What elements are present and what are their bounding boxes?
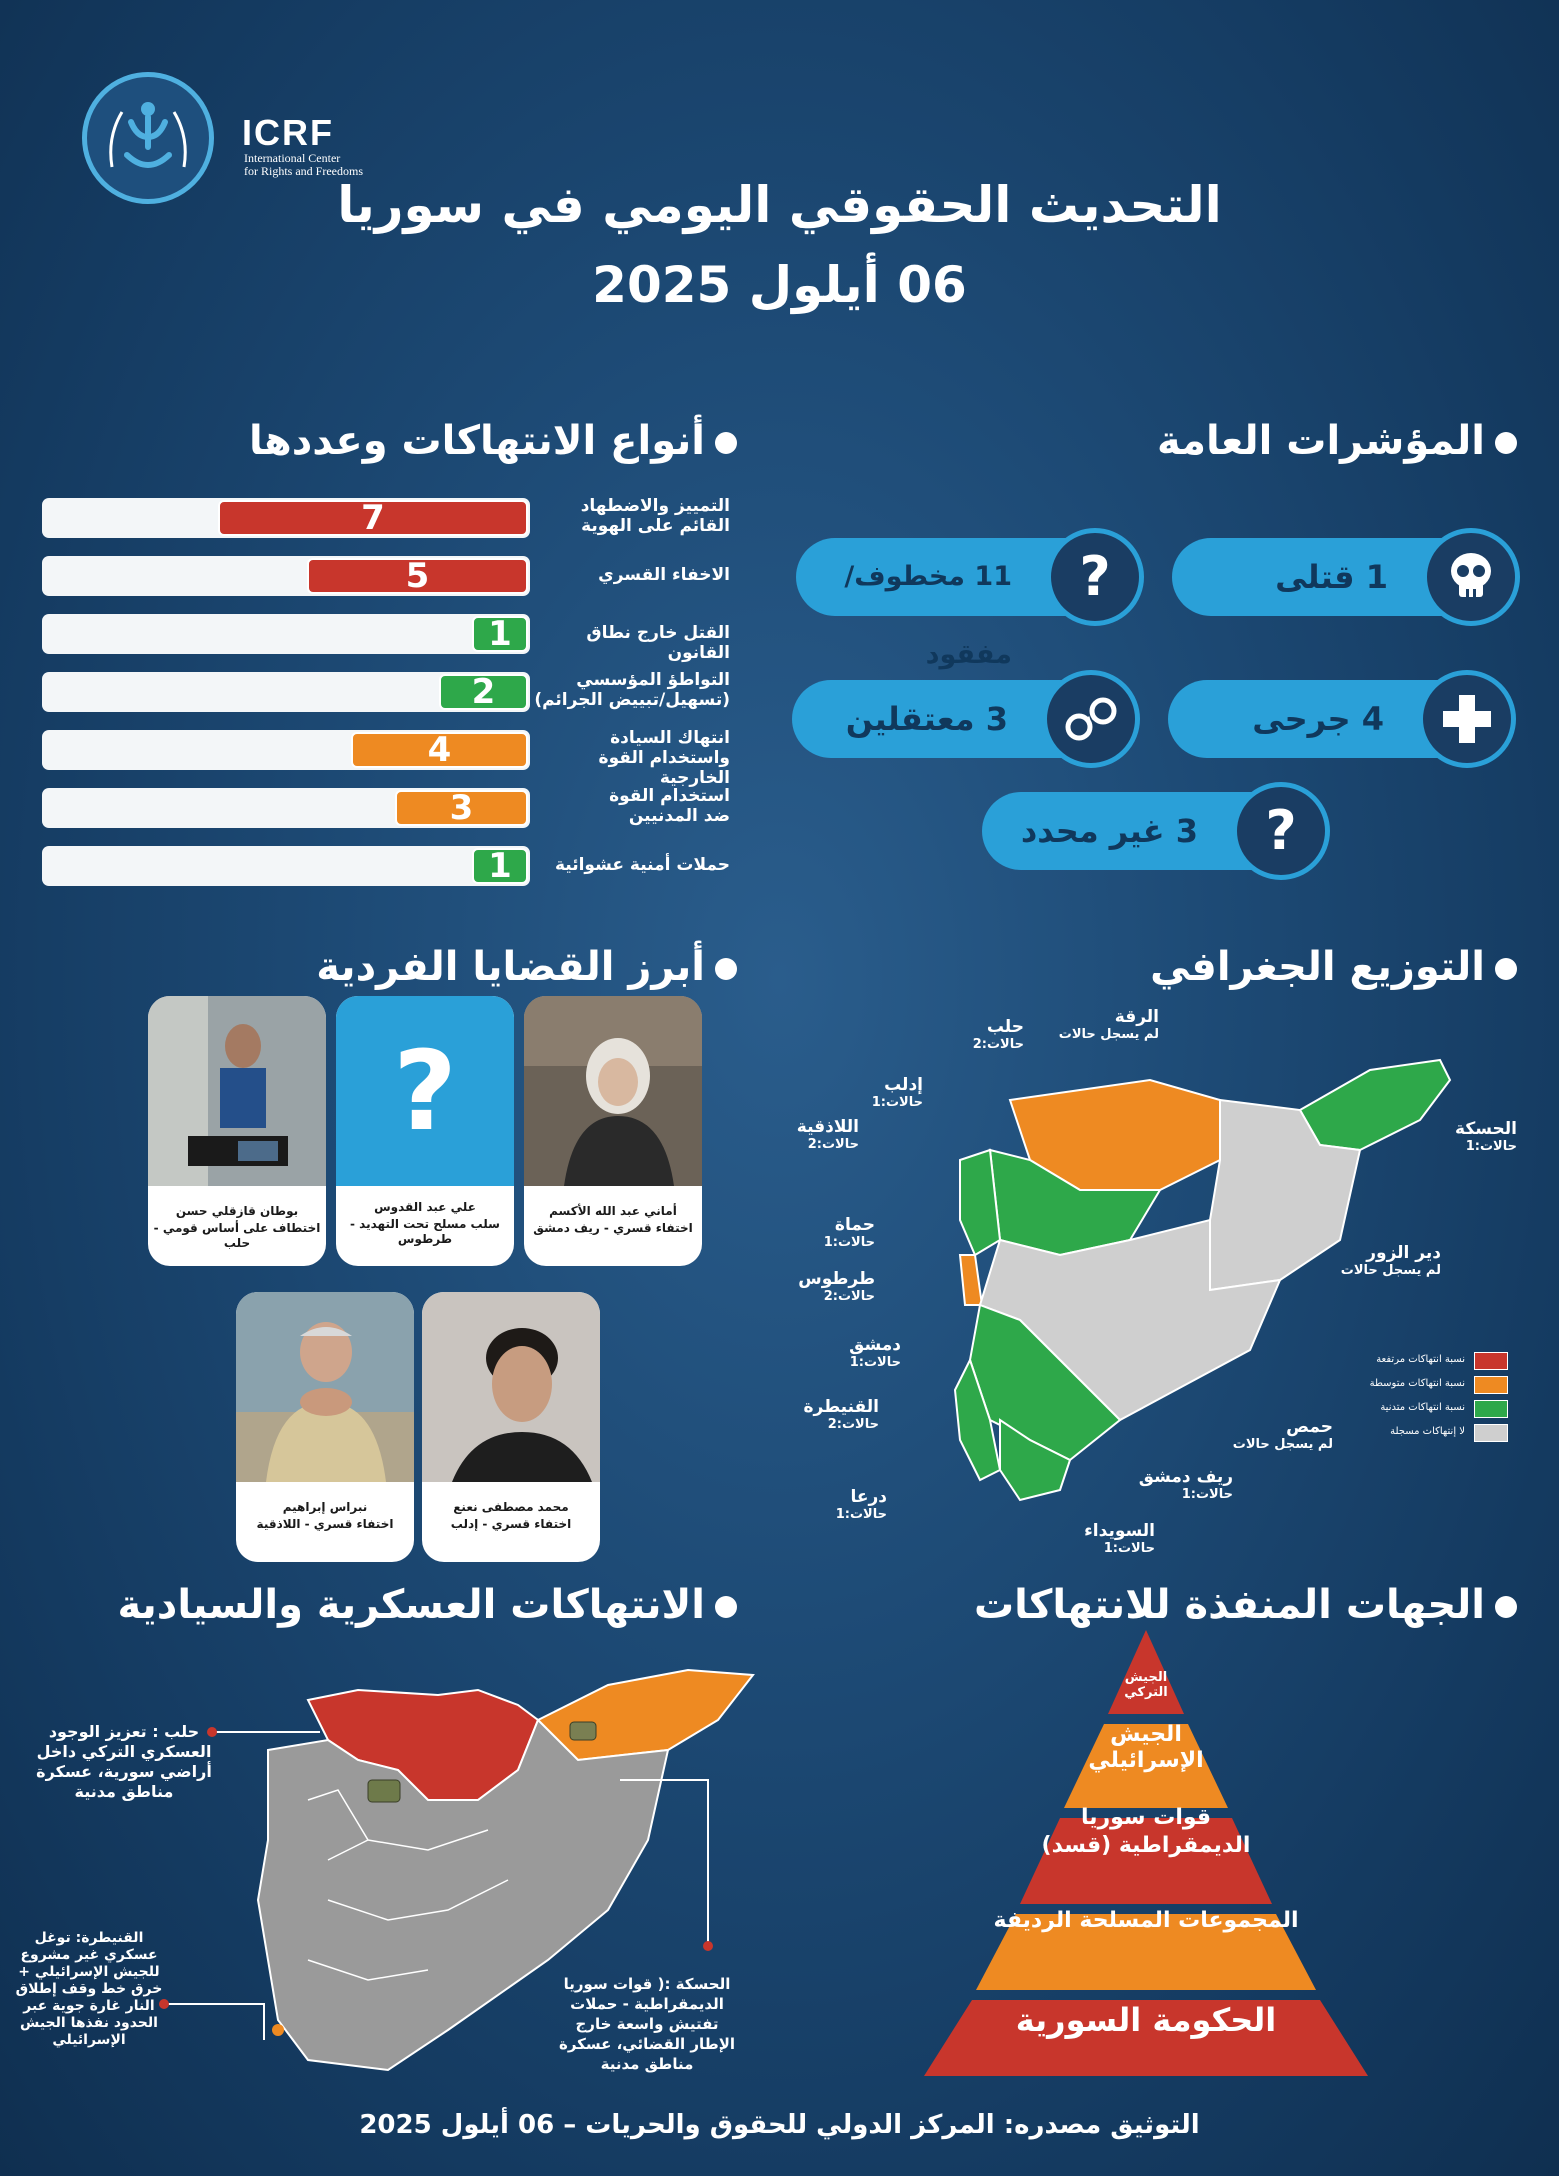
violation-bar-value: 7 <box>218 500 528 536</box>
person-photo <box>524 996 702 1186</box>
violation-label: حملات أمنية عشوائية <box>554 855 730 875</box>
map-label-damascus: دمشق حالات:1 <box>849 1335 901 1370</box>
violation-bar-value: 4 <box>351 732 528 768</box>
page-title: التحديث الحقوقي اليومي في سوريا <box>337 176 1222 234</box>
case-detail: اختفاء قسري - ريف دمشق <box>533 1221 693 1235</box>
violation-bar-track <box>42 730 530 770</box>
stat-detained: 3 معتقلين <box>792 680 1108 758</box>
violation-bar-value: 3 <box>395 790 528 826</box>
syria-distribution-map <box>920 1040 1480 1540</box>
legend-label: نسبة انتهاكات مرتفعة <box>1376 1354 1465 1365</box>
brand-subtitle: International Center for Rights and Freedoms <box>244 151 363 178</box>
violation-bar-track <box>42 788 530 828</box>
violation-bar-track <box>42 614 530 654</box>
military-note-hasakah: الحسكة :( قوات سوريا الديمقراطية - حملات تفتيش واسعة خارج الإطار القضائي، عسكرة مناطق مدنية <box>558 1975 736 2073</box>
case-name: محمد مصطفى نعنع <box>453 1500 569 1514</box>
case-detail: اختفاء قسري - اللاذقية <box>256 1517 394 1531</box>
medical-cross-icon <box>1418 670 1516 768</box>
case-card <box>422 1292 600 1562</box>
region-northeast <box>538 1670 753 1760</box>
violation-label: انتهاك السيادة واستخدام القوة الخارجية <box>598 728 730 788</box>
person-photo <box>422 1292 600 1482</box>
perpetrators-heading: الجهات المنفذة للانتهاكات <box>974 1582 1517 1628</box>
violation-label: استخدام القوة ضد المدنيين <box>609 786 730 826</box>
violation-types-heading: أنواع الانتهاكات وعددها <box>249 418 737 464</box>
stat-injured: 4 جرحى <box>1168 680 1484 758</box>
person-photo <box>148 996 326 1186</box>
map-label-deir: دير الزور لم يسجل حالات <box>1340 1243 1441 1278</box>
case-card <box>336 996 514 1266</box>
question-icon: ? <box>1232 782 1330 880</box>
map-label-sweida: السويداء حالات:1 <box>1084 1521 1155 1556</box>
violation-bar-track <box>42 498 530 538</box>
map-label-latakia: اللاذقية حالات:2 <box>796 1117 859 1152</box>
map-label-hasakah: الحسكة حالات:1 <box>1455 1119 1517 1154</box>
person-photo <box>236 1292 414 1482</box>
fire-icon <box>272 2024 284 2036</box>
legend-swatch <box>1474 1376 1508 1394</box>
legend-swatch <box>1474 1424 1508 1442</box>
individual-cases-heading: أبرز القضايا الفردية <box>316 944 737 990</box>
map-label-hama: حماة حالات:1 <box>823 1215 875 1250</box>
stat-kidnapped: 11 مخطوف/مفقود <box>796 538 1112 616</box>
handcuffs-icon <box>1042 670 1140 768</box>
violation-label: الاخفاء القسري <box>598 565 730 585</box>
question-icon: ? <box>1046 528 1144 626</box>
legend-swatch <box>1474 1400 1508 1418</box>
region-hasakah <box>1300 1060 1450 1150</box>
map-label-aleppo: حلب حالات:2 <box>972 1017 1024 1052</box>
violation-bar-value: 2 <box>439 674 528 710</box>
perpetrator-turkish-army: الجيش التركي <box>1124 1670 1168 1700</box>
case-name: أماني عبد الله الأكسم <box>549 1204 677 1218</box>
case-name: بوطان قازقلي حسن <box>175 1204 299 1218</box>
legend-label: نسبة انتهاكات متوسطة <box>1369 1378 1465 1389</box>
case-name: نبراس إبراهيم <box>282 1500 368 1514</box>
case-card <box>148 996 326 1266</box>
map-label-tartus: طرطوس حالات:2 <box>798 1269 875 1304</box>
map-label-quneitra: القنيطرة حالات:2 <box>803 1397 879 1432</box>
military-note-aleppo: حلب : تعزيز الوجود العسكري التركي داخل أراضي سورية، عسكرة مناطق مدنية <box>36 1722 212 1801</box>
map-label-idlib: إدلب حالات:1 <box>871 1075 923 1110</box>
map-label-homs: حمص لم يسجل حالات <box>1232 1417 1333 1452</box>
violation-bar-value: 5 <box>307 558 528 594</box>
general-indicators-heading: المؤشرات العامة <box>1157 418 1517 464</box>
perpetrator-affiliated-groups: المجموعات المسلحة الرديفة <box>993 1908 1299 1933</box>
perpetrator-sdf: قوات سوريا الديمقراطية (قسد) <box>1041 1805 1251 1858</box>
case-detail: اختفاء قسري - إدلب <box>450 1517 572 1531</box>
skull-icon <box>1422 528 1520 626</box>
violation-label: القتل خارج نطاق القانون <box>586 623 730 663</box>
violation-bar-track <box>42 556 530 596</box>
violation-bar-value: 1 <box>472 848 528 884</box>
violation-bar-track <box>42 846 530 886</box>
legend-label: لا إنتهاكات مسجلة <box>1390 1426 1465 1437</box>
brand-name: ICRF <box>242 112 334 153</box>
military-vehicle-icon <box>368 1780 400 1802</box>
violation-bar-track <box>42 672 530 712</box>
stat-unknown: 3 غير محدد <box>982 792 1298 870</box>
case-detail: سلب مسلح تحت التهديد - طرطوس <box>350 1217 500 1246</box>
case-name: علي عبد القدوس <box>374 1200 476 1214</box>
legend-label: نسبة انتهاكات متدنية <box>1380 1402 1465 1413</box>
region-tartus <box>960 1255 982 1305</box>
case-card <box>524 996 702 1266</box>
violation-label: التواطؤ المؤسسي (تسهيل/تبييض الجرائم) <box>534 670 730 710</box>
footer-source: التوثيق مصدره: المركز الدولي للحقوق والحريات – 06 أيلول 2025 <box>359 2110 1200 2140</box>
page-date: 06 أيلول 2025 <box>592 256 967 314</box>
unknown-photo-placeholder: ? <box>336 996 514 1186</box>
violation-bar-value: 1 <box>472 616 528 652</box>
military-vehicle-icon <box>570 1722 596 1740</box>
map-label-raqqa: الرقة لم يسجل حالات <box>1058 1007 1159 1042</box>
stat-killed: 1 قتلى <box>1172 538 1488 616</box>
map-label-rif: ريف دمشق حالات:1 <box>1138 1467 1233 1502</box>
violation-label: التمييز والاضطهاد القائم على الهوية <box>580 496 730 536</box>
map-label-daraa: درعا حالات:1 <box>835 1487 887 1522</box>
legend-swatch <box>1474 1352 1508 1370</box>
case-card <box>236 1292 414 1562</box>
perpetrator-israeli-army: الجيش الإسرائيلي <box>1088 1722 1204 1773</box>
military-note-quneitra: القنيطرة: توغل عسكري غير مشروع للجيش الإسرائيلي + خرق خط وقف إطلاق النار غارة جوية عبر الحدود نفذها الجيش الإسرائيلي <box>15 1930 163 2048</box>
perpetrator-syrian-government: الحكومة السورية <box>1015 2001 1277 2039</box>
geo-distribution-heading: التوزيع الجغرافي <box>1150 944 1517 990</box>
case-detail: اختطاف على أساس قومي - حلب <box>153 1221 321 1250</box>
military-violations-heading: الانتهاكات العسكرية والسيادية <box>118 1582 737 1628</box>
